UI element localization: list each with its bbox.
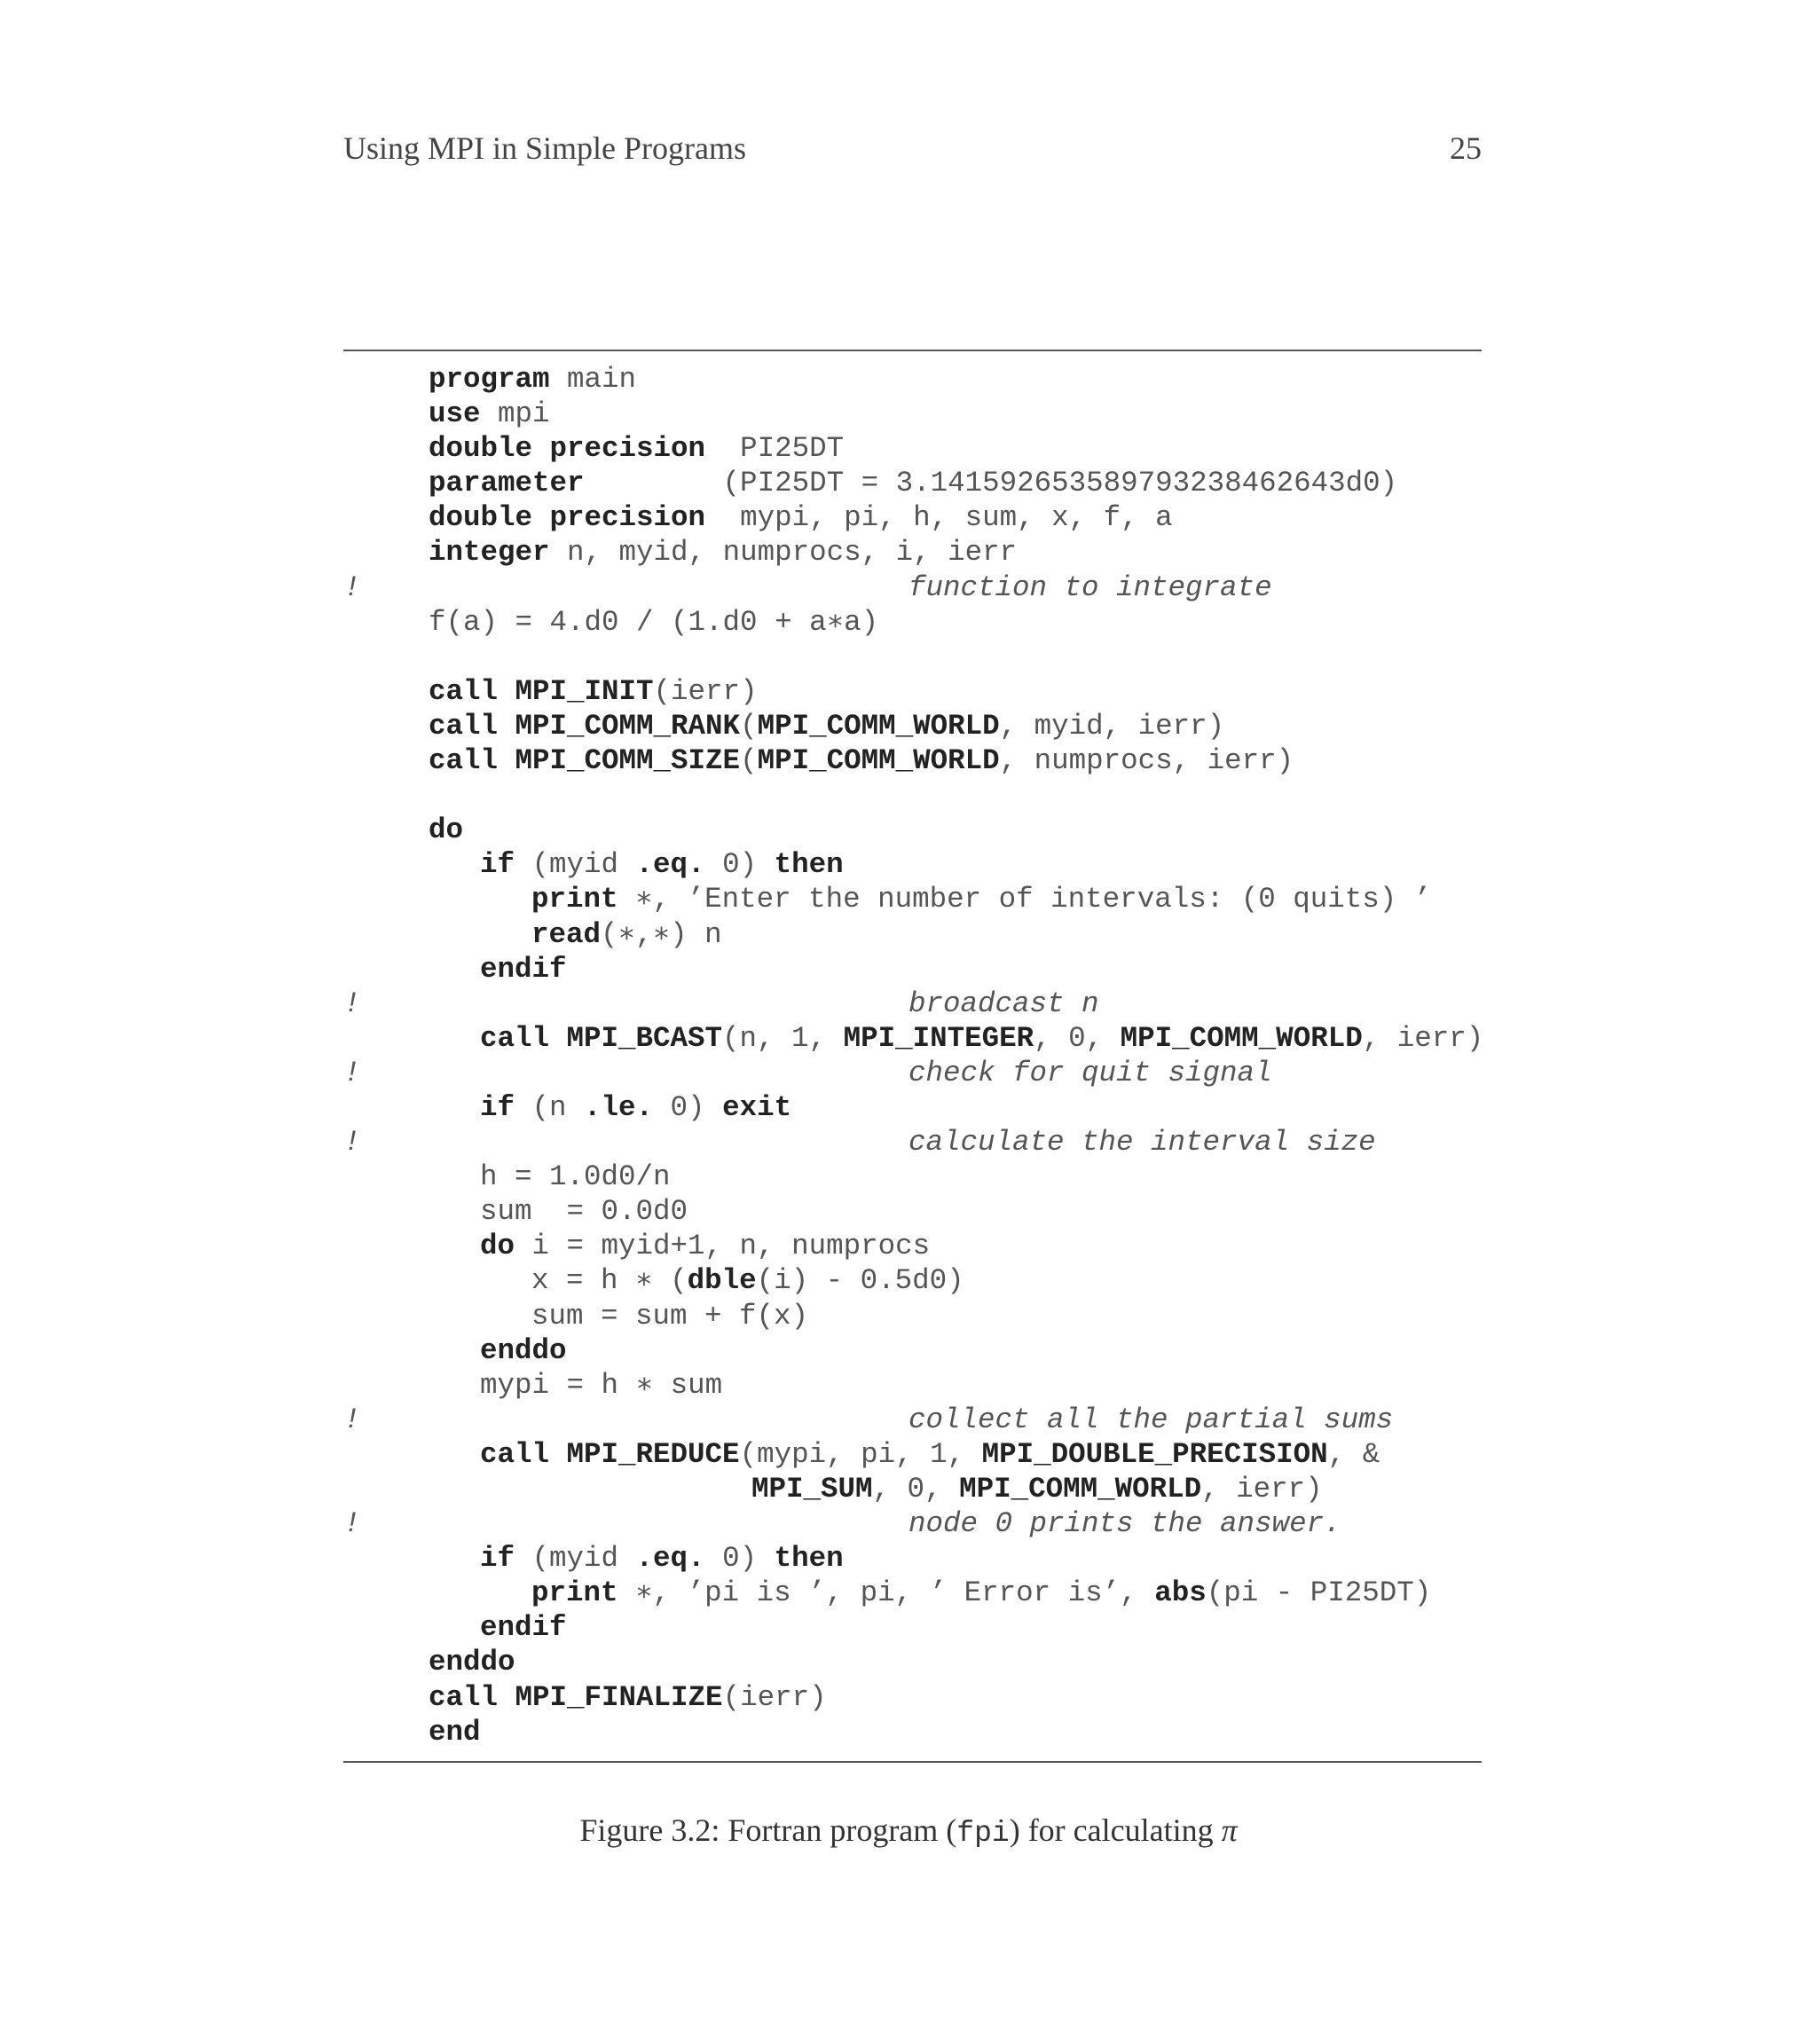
code-line: x = h ∗ (dble(i) - 0.5d0) (531, 1264, 964, 1298)
code-line: sum = sum + f(x) (531, 1299, 809, 1333)
figure-caption: Figure 3.2: Fortran program (fpi) for calculating π (579, 1812, 1238, 1850)
code-line: end (429, 1715, 481, 1749)
code-line: if (myid .eq. 0) then (480, 1542, 844, 1576)
code-line: call MPI_BCAST(n, 1, MPI_INTEGER, 0, MPI_COMM_WORLD, ierr) (480, 1021, 1484, 1055)
program-name: fpi (956, 1817, 1010, 1850)
code-line: read(∗,∗) n (531, 917, 722, 951)
code-line: do (429, 814, 464, 847)
bottom-rule (343, 1761, 1482, 1763)
running-title: Using MPI in Simple Programs (343, 130, 747, 166)
code-line: double precision mypi, pi, h, sum, x, f, a (429, 501, 1173, 535)
running-header (343, 130, 1482, 174)
code-line: do i = myid+1, n, numprocs (480, 1230, 931, 1263)
code-listing (343, 362, 1482, 1749)
page-number: 25 (1450, 130, 1482, 166)
code-line: double precision PI25DT (429, 432, 845, 466)
code-line: use mpi (429, 397, 550, 431)
code-line: MPI_SUM, 0, MPI_COMM_WORLD, ierr) (751, 1473, 1323, 1505)
comment-line: ! calculate the interval size (343, 1126, 1376, 1160)
code-line: if (myid .eq. 0) then (480, 848, 844, 882)
code-line: call MPI_FINALIZE(ierr) (429, 1680, 827, 1714)
code-line: h = 1.0d0/n (480, 1160, 671, 1194)
pi-symbol: π (1221, 1812, 1238, 1848)
code-line: endif (480, 952, 567, 986)
code-line: print ∗, ’Enter the number of intervals: (0 quits) ’ (531, 883, 1432, 916)
blank-line (343, 778, 1482, 813)
code-line: if (n .le. 0) exit (480, 1090, 792, 1124)
code-line: call MPI_INIT(ierr) (429, 674, 758, 708)
comment-line: ! check for quit signal (343, 1056, 1272, 1089)
code-line: call MPI_COMM_SIZE(MPI_COMM_WORLD, numprocs, ierr) (429, 744, 1294, 778)
top-rule (343, 350, 1482, 351)
comment-line: ! collect all the partial sums (343, 1403, 1394, 1436)
code-line: sum = 0.0d0 (480, 1195, 688, 1229)
code-line: call MPI_COMM_RANK(MPI_COMM_WORLD, myid, ierr) (429, 709, 1225, 743)
code-line: integer n, myid, numprocs, i, ierr (429, 536, 1018, 570)
code-line: call MPI_REDUCE(mypi, pi, 1, MPI_DOUBLE_PRECISION, & (480, 1437, 1380, 1471)
code-line: mypi = h ∗ sum (480, 1368, 723, 1402)
code-line: print ∗, ’pi is ’, pi, ’ Error is’, abs(pi - PI25DT) (531, 1576, 1432, 1610)
comment-line: ! node 0 prints the answer. (343, 1507, 1341, 1541)
comment-line: ! broadcast n (343, 987, 1099, 1020)
blank-line (343, 640, 1482, 674)
code-line: enddo (480, 1333, 567, 1367)
code-line: f(a) = 4.d0 / (1.d0 + a∗a) (429, 605, 879, 639)
code-line: parameter (PI25DT = 3.141592653589793238462643d0) (429, 467, 1398, 500)
code-line: program main (429, 363, 637, 396)
comment-line: ! function to integrate (343, 570, 1272, 604)
code-line: enddo (429, 1646, 515, 1679)
code-line: endif (480, 1611, 567, 1645)
